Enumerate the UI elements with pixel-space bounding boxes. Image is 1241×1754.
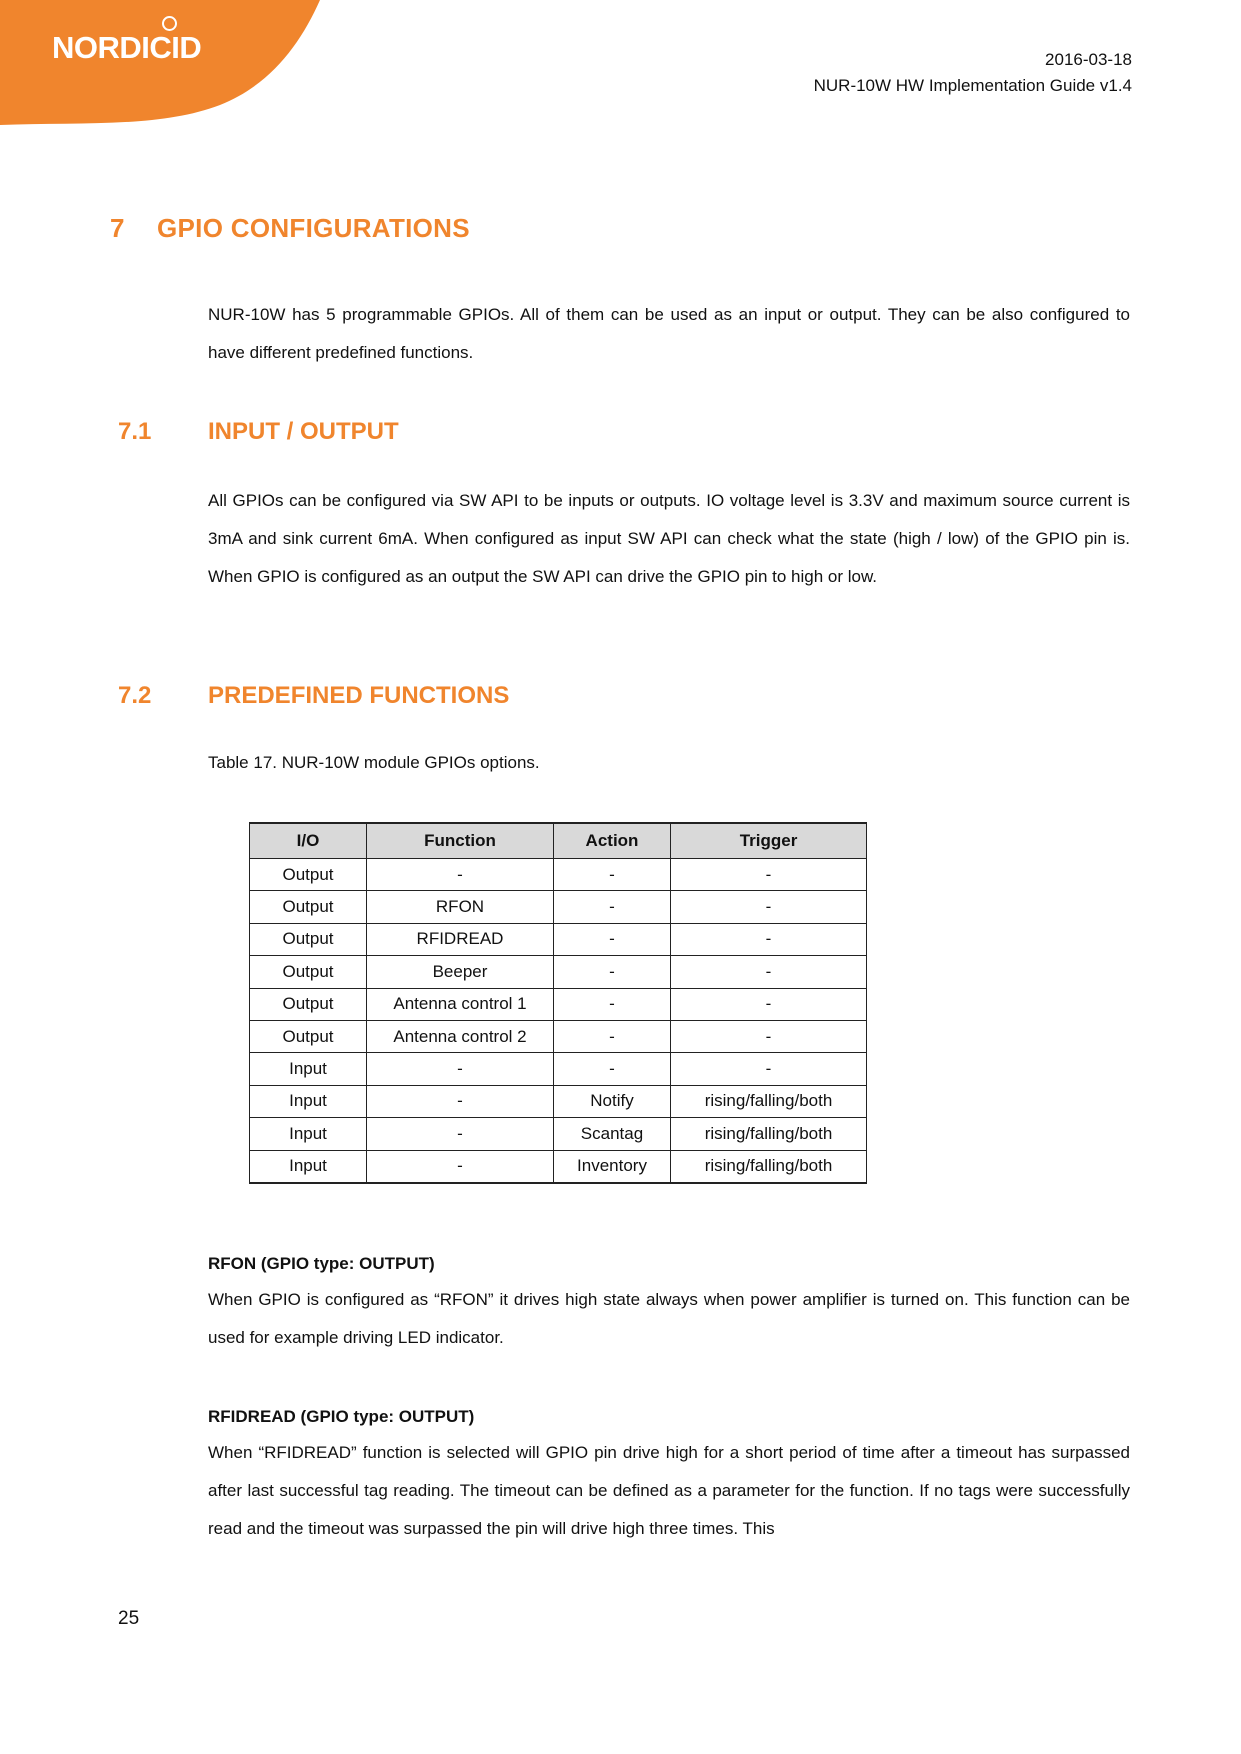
rfon-heading: RFON (GPIO type: OUTPUT) <box>208 1254 435 1273</box>
cell-io: Output <box>250 923 367 955</box>
section-number: 7.2 <box>118 682 152 709</box>
cell-function: RFON <box>367 891 554 923</box>
cell-function: - <box>367 1118 554 1150</box>
section-7-1-body: All GPIOs can be configured via SW API to be inputs or outputs. IO voltage level is 3.3V and maximum source current is 3mA and sink current 6mA. When configured as input SW API can check what the state (high / low) of the GPIO pin is. When GPIO is configured as an output the SW API can drive the GPIO pin to high or low. <box>208 491 1130 586</box>
table-row <box>250 859 867 891</box>
company-logo: NORDICID <box>52 30 202 65</box>
logo-ring-icon <box>162 16 177 31</box>
cell-io: Output <box>250 988 367 1020</box>
cell-trigger: rising/falling/both <box>671 1118 867 1150</box>
table-row <box>250 956 867 988</box>
page-number: 25 <box>118 1608 140 1629</box>
cell-action: Scantag <box>554 1118 671 1150</box>
section-title: PREDEFINED FUNCTIONS <box>208 682 510 709</box>
table-row <box>250 1053 867 1085</box>
section-title: GPIO CONFIGURATIONS <box>157 213 470 243</box>
cell-action: Inventory <box>554 1150 671 1183</box>
header-io: I/O <box>250 823 367 859</box>
cell-trigger: - <box>671 1020 867 1052</box>
cell-action: - <box>554 923 671 955</box>
cell-function: Beeper <box>367 956 554 988</box>
cell-trigger: - <box>671 956 867 988</box>
cell-function: - <box>367 1085 554 1117</box>
section-number: 7 <box>110 213 125 243</box>
cell-function: Antenna control 2 <box>367 1020 554 1052</box>
table-caption: Table 17. NUR-10W module GPIOs options. <box>208 753 540 772</box>
rfidread-heading: RFIDREAD (GPIO type: OUTPUT) <box>208 1407 475 1426</box>
cell-io: Input <box>250 1085 367 1117</box>
cell-io: Input <box>250 1150 367 1183</box>
cell-trigger: - <box>671 988 867 1020</box>
cell-trigger: - <box>671 859 867 891</box>
cell-io: Input <box>250 1118 367 1150</box>
cell-io: Input <box>250 1053 367 1085</box>
cell-trigger: rising/falling/both <box>671 1085 867 1117</box>
section-number: 7.1 <box>118 418 152 445</box>
cell-trigger: - <box>671 1053 867 1085</box>
cell-action: - <box>554 956 671 988</box>
rfidread-body: When “RFIDREAD” function is selected will GPIO pin drive high for a short period of time after a timeout has surpassed after last successful tag reading. The timeout can be defined as a parameter for the function. If no tags were successfully read and the timeout was surpassed the pin will drive high three times. This <box>208 1443 1130 1538</box>
cell-trigger: - <box>671 923 867 955</box>
header-action: Action <box>554 823 671 859</box>
cell-function: Antenna control 1 <box>367 988 554 1020</box>
table-row <box>250 923 867 955</box>
table-header-row <box>250 823 867 859</box>
table-row <box>250 1118 867 1150</box>
cell-io: Output <box>250 859 367 891</box>
table-row <box>250 1085 867 1117</box>
header-date: 2016-03-18 <box>1045 50 1132 69</box>
cell-trigger: - <box>671 891 867 923</box>
cell-action: - <box>554 1020 671 1052</box>
section-7-intro: NUR-10W has 5 programmable GPIOs. All of them can be used as an input or output. They can be also configured to have different predefined functions. <box>208 305 1130 362</box>
cell-io: Output <box>250 956 367 988</box>
section-title: INPUT / OUTPUT <box>208 418 399 445</box>
rfon-body: When GPIO is configured as “RFON” it drives high state always when power amplifier is turned on. This function can be used for example driving LED indicator. <box>208 1290 1130 1347</box>
cell-action: - <box>554 988 671 1020</box>
section-7-1-heading <box>118 418 399 446</box>
table-row <box>250 1150 867 1183</box>
cell-action: - <box>554 1053 671 1085</box>
cell-action: - <box>554 891 671 923</box>
cell-action: Notify <box>554 1085 671 1117</box>
cell-trigger: rising/falling/both <box>671 1150 867 1183</box>
table-row <box>250 891 867 923</box>
cell-function: - <box>367 1150 554 1183</box>
section-7-heading <box>110 213 470 244</box>
cell-io: Output <box>250 891 367 923</box>
table-row <box>250 1020 867 1052</box>
header-function: Function <box>367 823 554 859</box>
cell-action: - <box>554 859 671 891</box>
gpio-options-table <box>249 822 867 1184</box>
header-doc-title: NUR-10W HW Implementation Guide v1.4 <box>813 76 1132 95</box>
cell-function: - <box>367 1053 554 1085</box>
cell-function: - <box>367 859 554 891</box>
cell-io: Output <box>250 1020 367 1052</box>
header-trigger: Trigger <box>671 823 867 859</box>
section-7-2-heading <box>118 682 509 710</box>
table-row <box>250 988 867 1020</box>
cell-function: RFIDREAD <box>367 923 554 955</box>
